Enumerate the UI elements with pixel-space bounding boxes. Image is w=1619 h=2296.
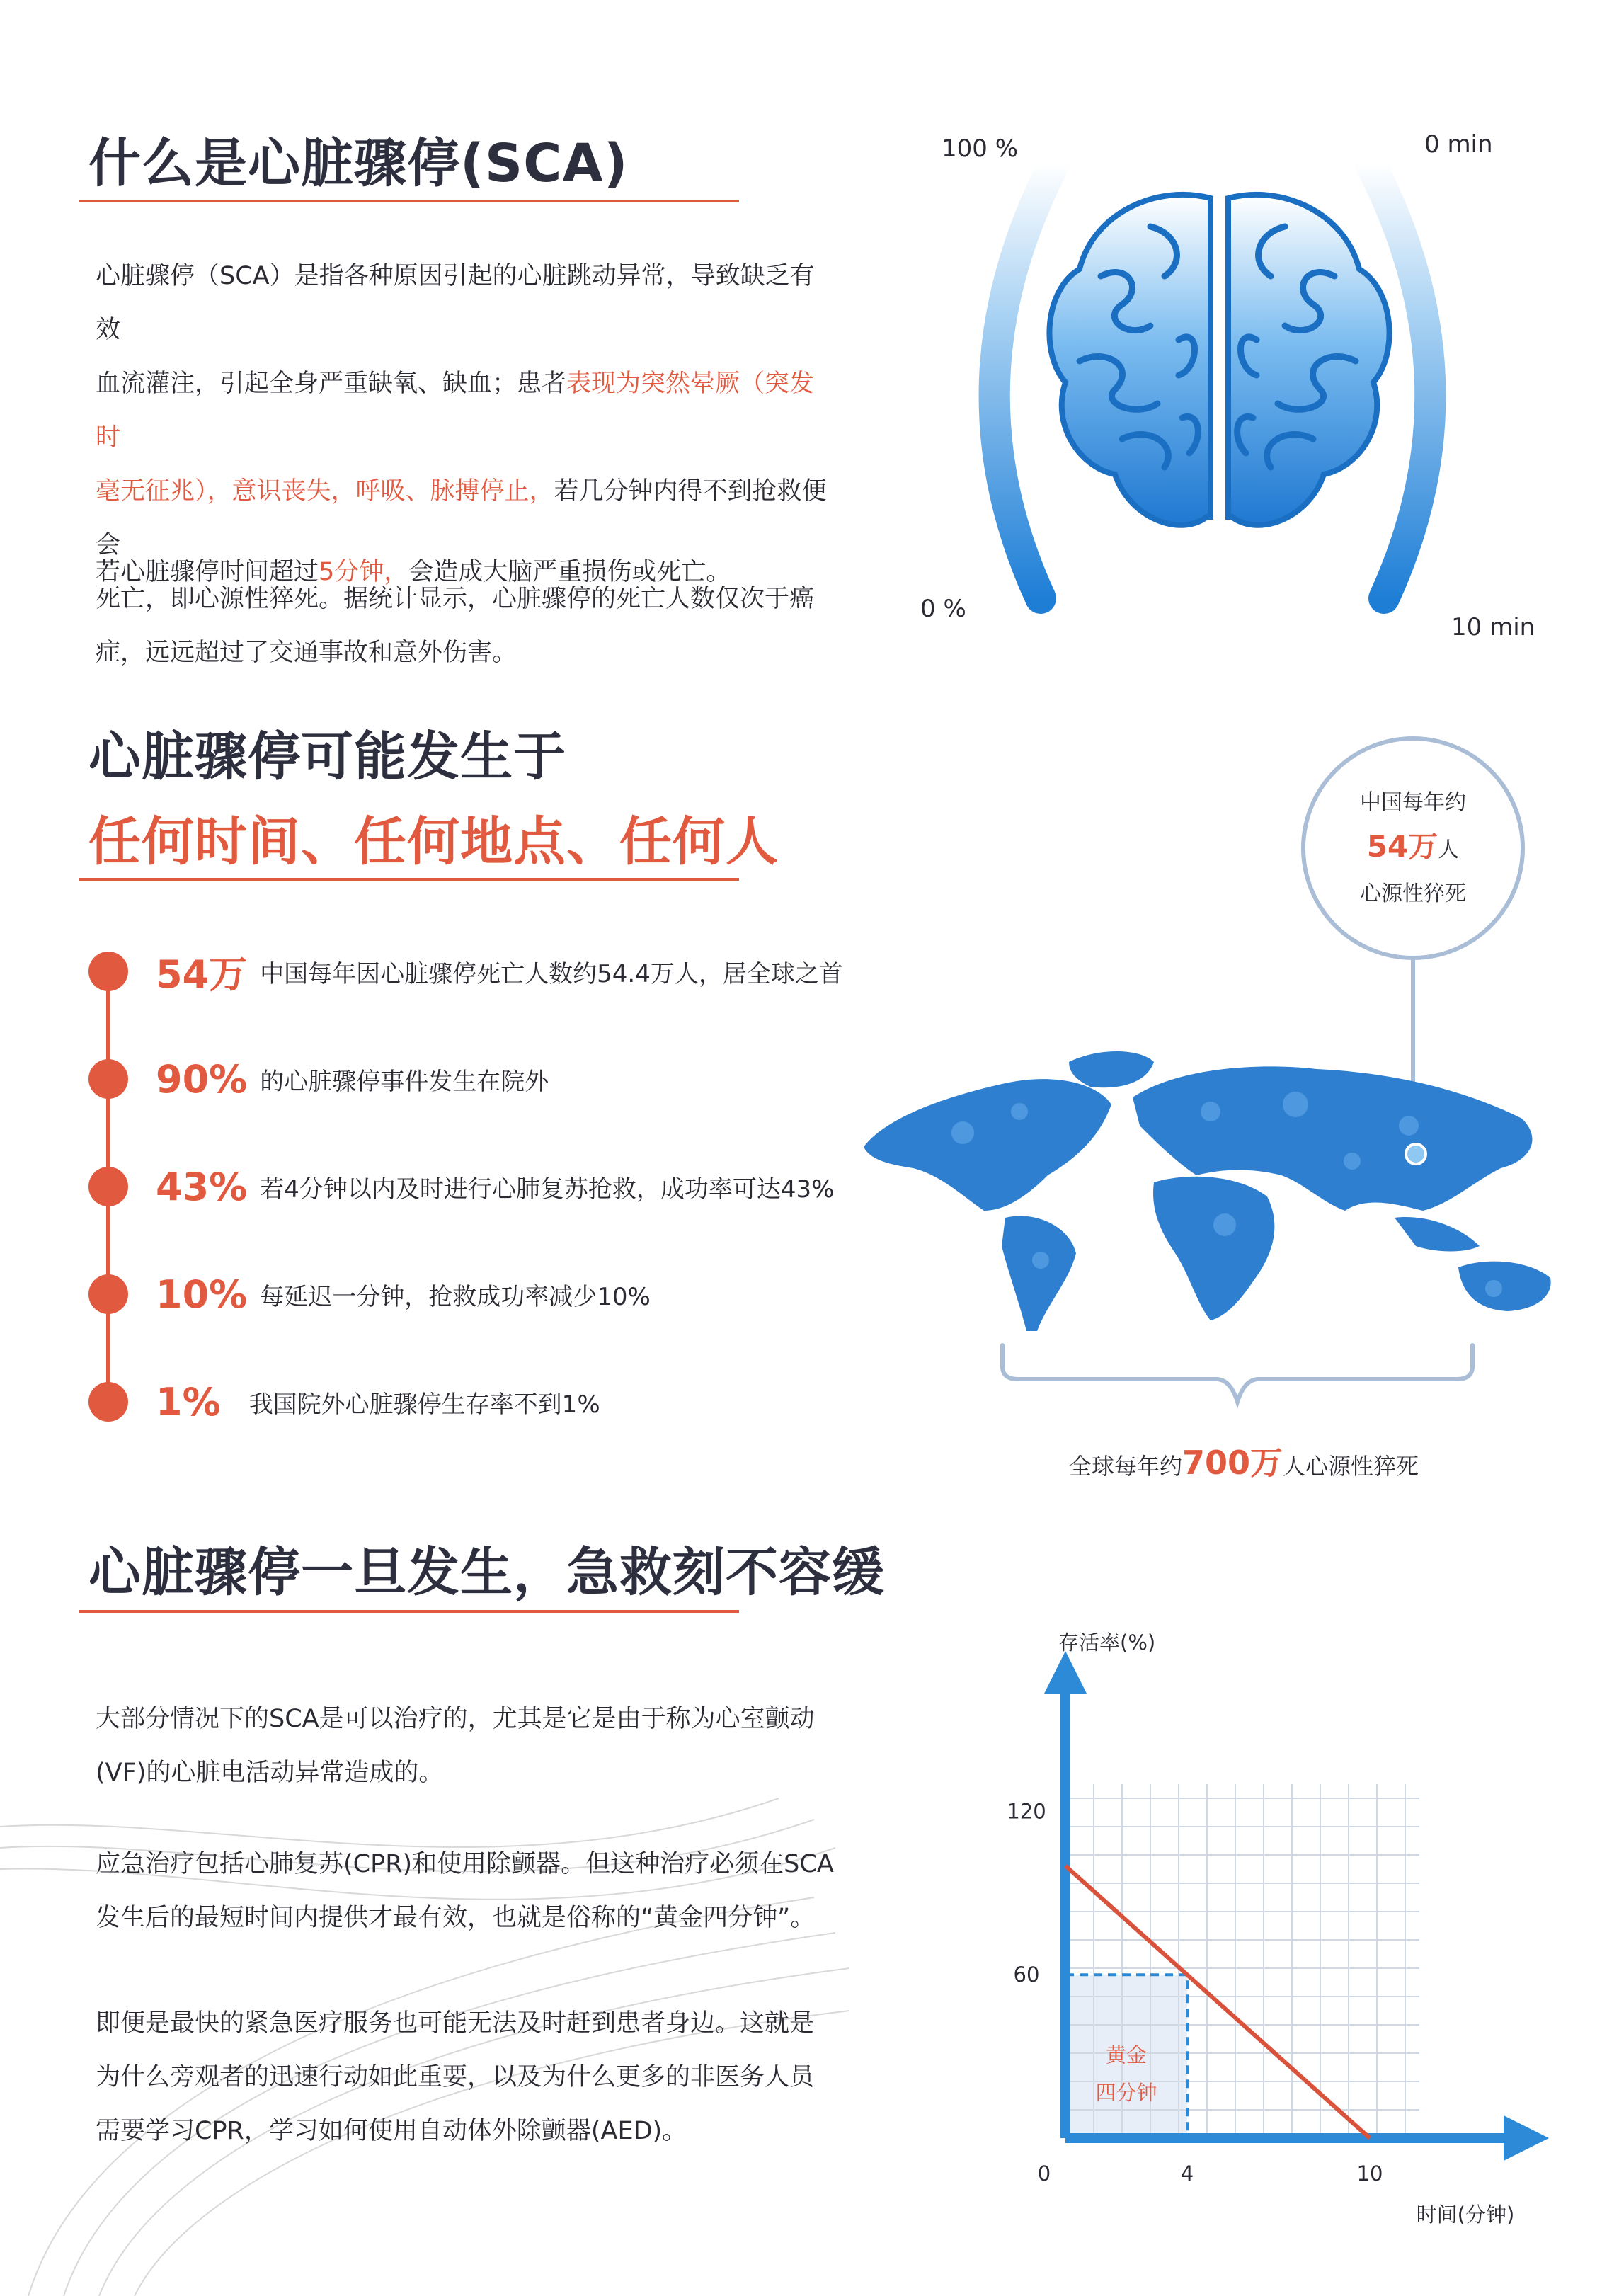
para-text: 血流灌注，引起全身严重缺氧、缺血；患者 [96, 370, 567, 398]
map-brace [997, 1331, 1478, 1423]
y-axis-arrow [1044, 1651, 1087, 1694]
y-tick-label: 120 [1007, 1799, 1046, 1824]
greenland [1069, 1051, 1154, 1087]
china-callout-bubble [1301, 736, 1525, 960]
section3-divider [79, 1610, 739, 1613]
section1-title: 什么是心脏骤停(SCA) [88, 133, 629, 194]
world-map [857, 1034, 1593, 1331]
para-line [96, 357, 832, 464]
bubble-line3: 心源性猝死 [1360, 881, 1466, 906]
stat-description: 我国院外心脏骤停生存率不到1% [248, 1390, 600, 1419]
para-highlight: 毫无征兆），意识丧失，呼吸、脉搏停止， [96, 477, 554, 506]
section3-paragraph-2 [96, 1837, 834, 1945]
section2-divider [79, 878, 739, 881]
caption-pre: 全球每年约 [1069, 1453, 1183, 1480]
para-line: 死亡，即心源性猝死。据统计显示，心脏骤停的死亡人数仅次于癌 [96, 585, 815, 613]
section1-divider [79, 200, 739, 202]
y-axis-label: 存活率(%) [1058, 1630, 1156, 1655]
global-death-caption [1069, 1437, 1419, 1484]
southeast-asia [1395, 1217, 1480, 1251]
stat-dot [88, 1059, 128, 1099]
bubble-number: 54万 [1366, 828, 1438, 864]
section1-paragraph-1 [96, 249, 832, 680]
section1-paragraph-2 [96, 545, 731, 599]
section3-paragraph-3 [96, 1997, 814, 2158]
stat-description: 每延迟一分钟，抢救成功率减少10% [260, 1282, 651, 1311]
para-highlight: 表现为突然晕厥（突发时 [96, 370, 815, 452]
section2-title: 心脏骤停可能发生于 [88, 726, 566, 787]
label-0-percent: 0 % [920, 595, 966, 623]
stat-item [88, 1269, 651, 1319]
para-text: 若几分钟内得不到抢救便会 [96, 477, 827, 559]
para-line: 为什么旁观者的迅速行动如此重要，以及为什么更多的非医务人员 [96, 2063, 815, 2091]
caption-number: 700万 [1182, 1444, 1283, 1482]
x-tick-label: 10 [1356, 2161, 1383, 2186]
africa [1153, 1177, 1274, 1320]
x-tick-label: 0 [1037, 2161, 1051, 2186]
survival-chart [977, 1628, 1586, 2237]
para-line: 即便是最快的紧急医疗服务也可能无法及时赶到患者身边。这就是 [96, 2009, 815, 2038]
stat-dot [88, 1167, 128, 1206]
para-line: 心脏骤停（SCA）是指各种原因引起的心脏跳动异常，导致缺乏有效 [96, 262, 815, 344]
stat-item [88, 1054, 549, 1104]
x-tick-label: 4 [1180, 2161, 1194, 2186]
stat-value: 1% [156, 1379, 221, 1424]
para-line: 需要学习CPR，学习如何使用自动体外除颤器(AED)。 [96, 2117, 687, 2145]
label-0-min: 0 min [1424, 130, 1493, 159]
section3-title: 心脏骤停一旦发生，急救刻不容缓 [88, 1542, 885, 1603]
stat-item [88, 1162, 834, 1211]
stat-value: 10% [156, 1272, 248, 1317]
stat-item [88, 947, 843, 996]
stat-description: 中国每年因心脏骤停死亡人数约54.4万人，居全球之首 [260, 959, 843, 988]
stat-value: 90% [156, 1056, 248, 1102]
x-axis-label: 时间(分钟) [1416, 2203, 1515, 2227]
stat-item [88, 1377, 600, 1427]
para-line: 症，远远超过了交通事故和意外伤害。 [96, 639, 517, 667]
para-line: (VF)的心脏电活动异常造成的。 [96, 1759, 444, 1787]
para-line: 应急治疗包括心肺复苏(CPR)和使用除颤器。但这种治疗必须在SCA [96, 1850, 834, 1878]
section2-subtitle: 任何时间、任何地点、任何人 [88, 811, 779, 872]
stat-dot [88, 952, 128, 991]
south-america [1002, 1216, 1076, 1331]
bubble-line2 [1367, 825, 1459, 872]
world-map-svg [857, 1034, 1593, 1331]
brain-svg [920, 127, 1543, 651]
stat-value: 54万 [156, 952, 248, 997]
brain-timer-graphic [920, 127, 1543, 651]
stat-description: 的心脏骤停事件发生在院外 [260, 1067, 549, 1096]
para-line: 发生后的最短时间内提供才最有效，也就是俗称的“黄金四分钟”。 [96, 1904, 816, 1932]
stat-description: 若4分钟以内及时进行心肺复苏抢救，成功率可达43% [260, 1175, 835, 1204]
golden-window-label: 黄金 [1105, 2043, 1148, 2067]
x-axis-arrow [1504, 2115, 1549, 2161]
para-line: 大部分情况下的SCA是可以治疗的，尤其是它是由于称为心室颤动 [96, 1705, 815, 1733]
stat-value: 43% [156, 1164, 248, 1209]
y-tick-label: 60 [1013, 1963, 1040, 1987]
stat-dot [88, 1382, 128, 1422]
bubble-unit: 人 [1438, 837, 1460, 862]
section3-paragraph-1 [96, 1692, 815, 1800]
australia [1458, 1262, 1551, 1311]
bubble-line1: 中国每年约 [1360, 789, 1466, 815]
para-highlight: 5分钟， [319, 558, 409, 586]
left-arc [995, 163, 1055, 598]
para-text: 若心脏骤停时间超过 [96, 558, 319, 586]
brain-icon [1049, 195, 1389, 525]
caption-post: 人心源性猝死 [1283, 1453, 1419, 1480]
north-america [864, 1079, 1111, 1211]
china-marker [1406, 1144, 1426, 1164]
para-text: 会造成大脑严重损伤或死亡。 [408, 558, 731, 586]
stat-dot [88, 1274, 128, 1314]
golden-window-label: 四分钟 [1095, 2081, 1157, 2106]
right-arc [1370, 163, 1430, 598]
label-10-min: 10 min [1451, 613, 1535, 641]
label-100-percent: 100 % [942, 135, 1019, 163]
